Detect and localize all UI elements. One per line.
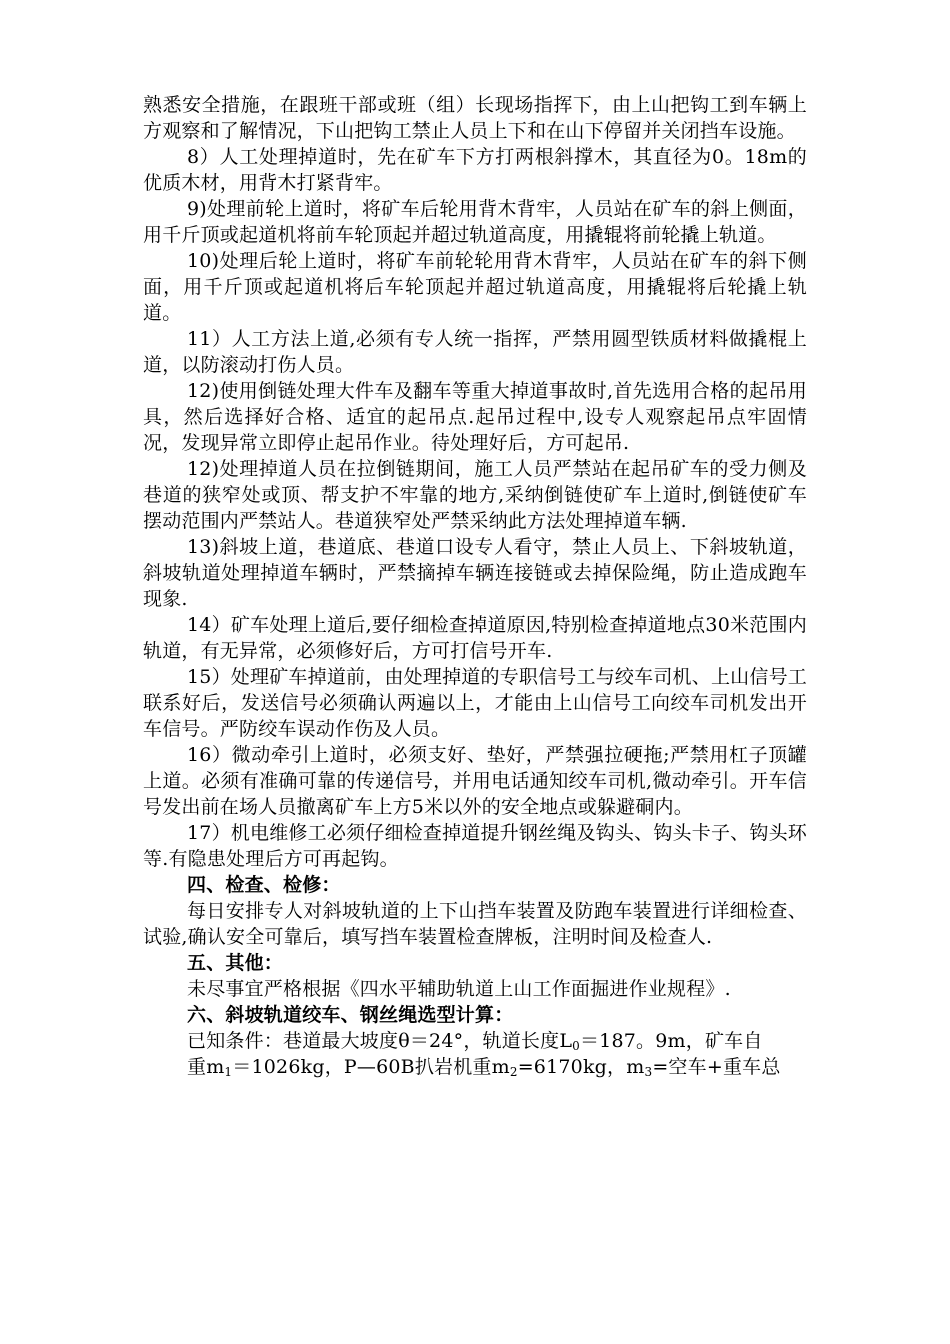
list-item-8: 8）人工处理掉道时，先在矿车下方打两根斜撑木，其直径为0。18m的优质木材，用背木打紧背牢。 [143,146,807,194]
paragraph-continuation: 熟悉安全措施，在跟班干部或班（组）长现场指挥下，由上山把钩工到车辆上方观察和了解情况，下山把钩工禁止人员上下和在山下停留并关闭挡车设施。 [143,94,807,142]
list-item-13: 13)斜坡上道，巷道底、巷道口设专人看守，禁止人员上、下斜坡轨道，斜坡轨道处理掉道车辆时，严禁摘掉车辆连接链或去掉保险绳，防止造成跑车现象. [143,536,807,610]
known-conditions-line [143,1028,807,1054]
subscript-2: 2 [509,1065,518,1079]
section-heading-calculation: 六、斜坡轨道绞车、钢丝绳选型计算： [187,1004,514,1026]
list-item-12a: 12)使用倒链处理大件车及翻车等重大掉道事故时,首先选用合格的起吊用具，然后选择好合格、适宜的起吊点.起吊过程中,设专人观察起吊点牢固情况，发现异常立即停止起吊作业。待处理好后，方可起吊. [143,380,807,454]
weight-part-3: =6170kg，m [517,1056,645,1078]
known-conditions-prefix: 已知条件：巷道最大坡度θ＝24°，轨道长度L [187,1030,573,1052]
list-item-14: 14）矿车处理上道后,要仔细检查掉道原因,特别检查掉道地点30米范围内轨道，有无异常，必须修好后，方可打信号开车. [143,614,807,662]
subscript-3: 3 [644,1065,653,1079]
weight-part-4: =空车+重车总 [652,1056,781,1078]
other-paragraph: 未尽事宜严格根据《四水平辅助轨道上山工作面掘进作业规程》. [187,978,731,1000]
subscript-1: 1 [224,1065,233,1079]
subscript-0: 0 [572,1039,580,1053]
section-heading-other: 五、其他： [187,952,284,974]
list-item-9: 9)处理前轮上道时，将矿车后轮用背木背牢，人员站在矿车的斜上侧面，用千斤顶或起道机将前车轮顶起并超过轨道高度，用撬辊将前轮撬上轨道。 [143,198,807,246]
weight-part-2: ＝1026kg，P—60B扒岩机重m [232,1056,510,1078]
document-body [143,92,807,1080]
list-item-10: 10)处理后轮上道时，将矿车前轮轮用背木背牢，人员站在矿车的斜下侧面，用千斤顶或起道机将后车轮顶起并超过轨道高度，用撬辊将后轮撬上轨道。 [143,250,807,324]
list-item-11: 11）人工方法上道,必须有专人统一指挥，严禁用圆型铁质材料做撬棍上道，以防滚动打伤人员。 [143,328,807,376]
list-item-12b: 12)处理掉道人员在拉倒链期间，施工人员严禁站在起吊矿车的受力侧及巷道的狭窄处或顶、帮支护不牢靠的地方,采纳倒链使矿车上道时,倒链使矿车摆动范围内严禁站人。巷道狭窄处严禁采纳此方法处理掉道车辆. [143,458,807,532]
inspection-paragraph: 每日安排专人对斜坡轨道的上下山挡车装置及防跑车装置进行详细检查、试验,确认安全可靠后，填写挡车装置检查牌板，注明时间及检查人. [143,900,807,948]
list-item-17: 17）机电维修工必须仔细检查掉道提升钢丝绳及钩头、钩头卡子、钩头环等.有隐患处理后方可再起钩。 [143,822,807,870]
weight-line [143,1054,807,1080]
list-item-15: 15）处理矿车掉道前，由处理掉道的专职信号工与绞车司机、上山信号工联系好后，发送信号必须确认两遍以上，才能由上山信号工向绞车司机发出开车信号。严防绞车误动作伤及人员。 [143,666,807,740]
known-conditions-suffix: ＝187。9m，矿车自 [579,1030,763,1052]
weight-part-1: 重m [187,1056,225,1078]
list-item-16: 16）微动牵引上道时，必须支好、垫好，严禁强拉硬拖;严禁用杠子顶罐上道。必须有准确可靠的传递信号，并用电话通知绞车司机,微动牵引。开车信号发出前在场人员撤离矿车上方5米以外的安全地点或躲避硐内。 [143,744,807,818]
section-heading-inspection: 四、检查、检修： [187,874,341,896]
